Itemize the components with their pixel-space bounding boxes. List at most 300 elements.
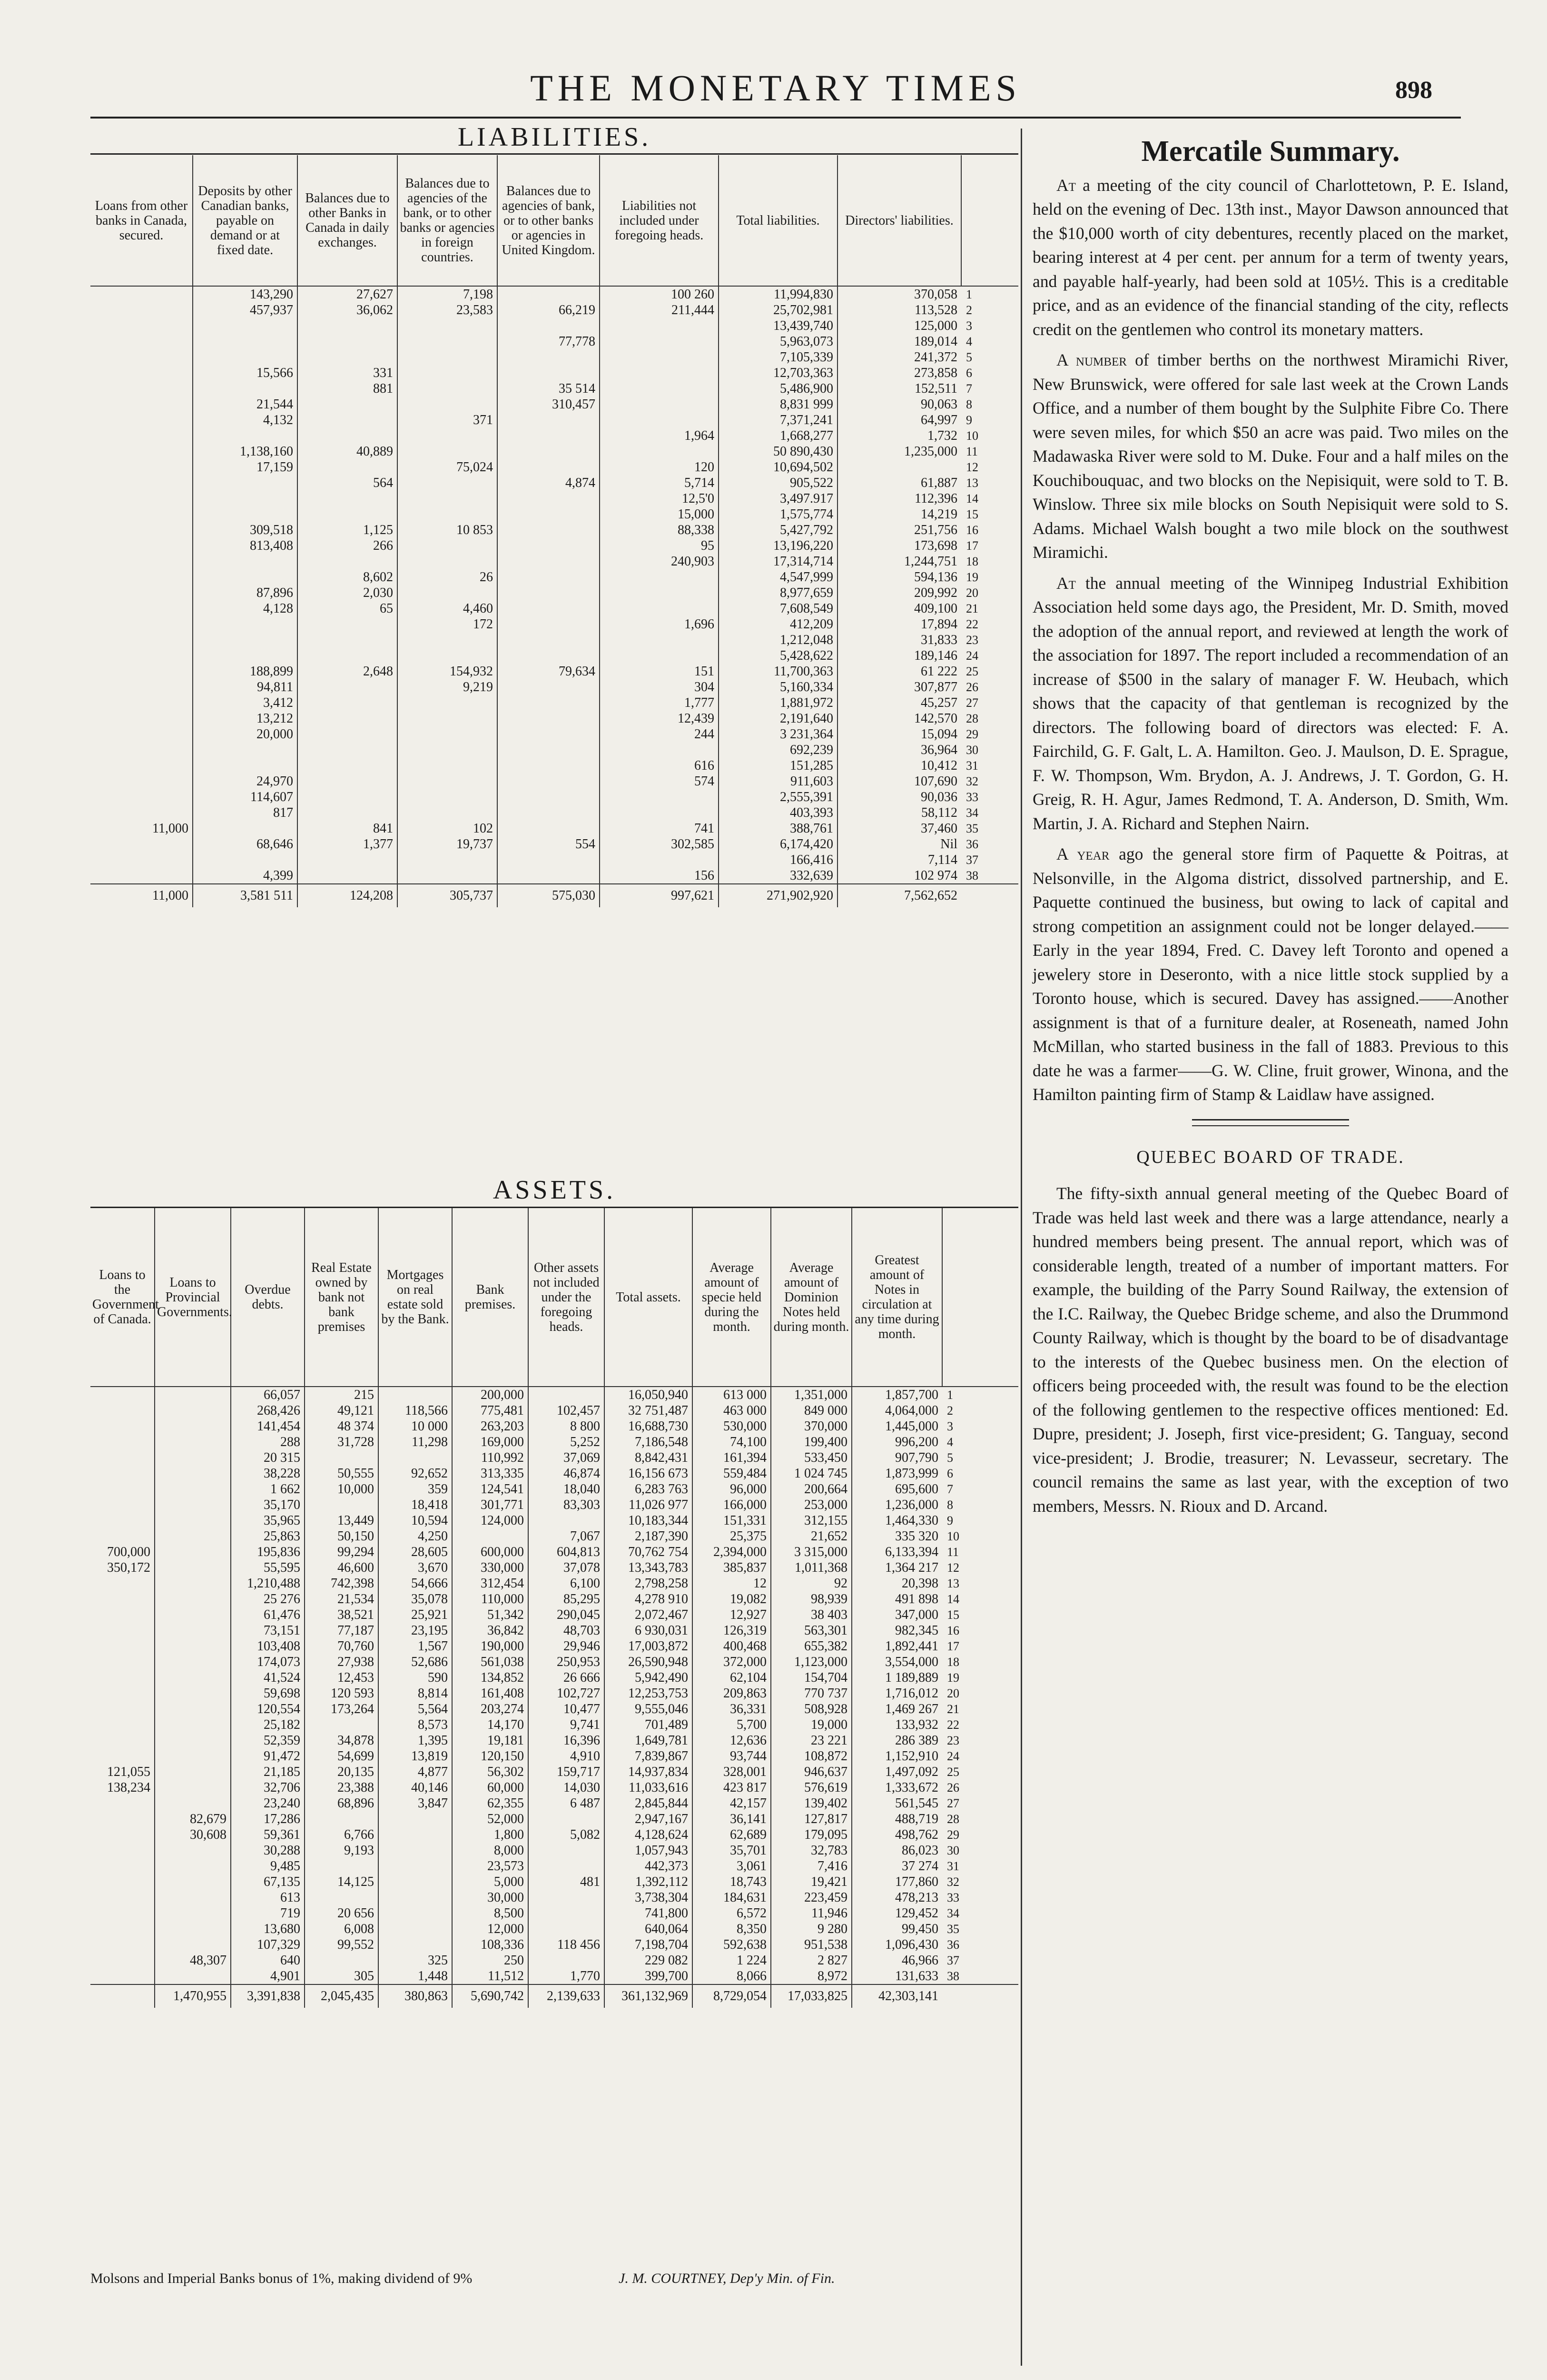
- table-cell: [90, 459, 193, 475]
- row-number: 24: [966, 648, 978, 663]
- table-row: [90, 381, 1018, 397]
- table-cell: 21,185: [231, 1764, 305, 1780]
- table-cell: 94,811: [193, 679, 297, 695]
- table-row: [90, 1858, 1018, 1874]
- table-cell: 19,082: [692, 1591, 771, 1607]
- table-cell: 151: [600, 664, 719, 679]
- table-row: [90, 1701, 1018, 1717]
- table-cell: 4,128: [193, 601, 297, 616]
- table-cell: [378, 1937, 452, 1953]
- table-cell: [397, 381, 497, 397]
- table-row: [90, 491, 1018, 506]
- table-cell: 263,203: [452, 1418, 528, 1434]
- table-row: [90, 1434, 1018, 1450]
- total-cell: 1,470,955: [155, 1984, 231, 2008]
- table-cell: 138,234: [107, 1780, 150, 1795]
- liabilities-column-header: Loans from other banks in Canada, secured.: [90, 155, 193, 286]
- table-row: [90, 1890, 1018, 1905]
- table-cell: 11,700,363: [719, 664, 838, 679]
- table-cell: 1,392,112: [604, 1874, 692, 1890]
- row-number: 9: [966, 413, 972, 427]
- liabilities-header-row: [90, 155, 1018, 286]
- table-cell: 1,892,441: [852, 1638, 942, 1654]
- table-cell: 2,798,258: [604, 1576, 692, 1591]
- table-cell: [90, 1937, 155, 1953]
- table-cell: 42,157: [692, 1795, 771, 1811]
- table-cell: 347,000: [852, 1607, 942, 1623]
- table-cell: [528, 1811, 604, 1827]
- table-cell: 7,198,704: [604, 1937, 692, 1953]
- table-cell: [297, 758, 397, 774]
- row-number: 21: [947, 1702, 959, 1716]
- table-cell: 302,585: [600, 836, 719, 852]
- table-cell: 86,023: [852, 1843, 942, 1858]
- table-cell: 1,448: [378, 1968, 452, 1984]
- table-cell: [193, 491, 297, 506]
- table-cell: [378, 1387, 452, 1403]
- table-cell: 330,000: [452, 1560, 528, 1576]
- table-cell: 701,489: [604, 1717, 692, 1733]
- row-number: 5: [966, 350, 972, 364]
- table-cell: [297, 648, 397, 664]
- table-cell: [497, 774, 600, 789]
- table-cell: 70,762 754: [604, 1544, 692, 1560]
- table-cell: [397, 365, 497, 381]
- table-cell: [397, 742, 497, 758]
- table-cell: [297, 349, 397, 365]
- table-row: [90, 1905, 1018, 1921]
- total-cell: [942, 1984, 1018, 2008]
- table-cell: 457,937: [193, 302, 297, 318]
- table-cell: 388,761: [719, 821, 838, 836]
- totals-row: [90, 884, 1018, 907]
- table-cell: 112,396: [838, 491, 961, 506]
- table-cell: [155, 1513, 231, 1528]
- table-cell: [90, 349, 193, 365]
- table-cell: 17,894: [838, 616, 961, 632]
- table-cell: 55,595: [231, 1560, 305, 1576]
- table-cell: [90, 1890, 155, 1905]
- table-cell: [497, 852, 600, 868]
- quebec-paragraph: The fifty-sixth annual general meeting of the Quebec Board of Trade was held last week and there was a large attendance, nearly a hundred members being present. The annual report, which was of considerable length, treated of a number of important matters. For example, the building of the Parry Sound Railway, the extension of the I.C. Railway, the Quebec Bridge scheme, and also the Drummond County Railway, which is thought by the board to be of disadvantage to the interests of the Quebec business men. On the election of officers being proceeded with, the result was found to be the election of the following gentlemen to the respective offices mentioned: Ed. Dupre, president; J. Joseph, first vice-president; G. Tanguay, second vice-president; J. Brodie, treasurer; N. Levasseur, secretary. The council remains the same as last year, with the exception of two members, Messrs. N. Rioux and D. Arcand.: [1033, 1184, 1508, 1516]
- table-cell: 19,421: [771, 1874, 852, 1890]
- liabilities-column-header: Deposits by other Canadian banks, payable on demand or at fixed date.: [193, 155, 297, 286]
- table-row: [90, 1481, 1018, 1497]
- bonus-note: Molsons and Imperial Banks bonus of 1%, making dividend of 9%: [90, 2271, 473, 2286]
- table-cell: [297, 506, 397, 522]
- table-cell: 20 656: [305, 1905, 378, 1921]
- table-row: [90, 789, 1018, 805]
- table-cell: 26: [397, 569, 497, 585]
- table-row: [90, 774, 1018, 789]
- table-cell: 100 260: [600, 286, 719, 302]
- table-cell: [297, 805, 397, 821]
- table-cell: [90, 569, 193, 585]
- table-cell: 177,860: [852, 1874, 942, 1890]
- table-cell: 481: [528, 1874, 604, 1890]
- table-cell: 26 666: [528, 1670, 604, 1686]
- table-cell: [90, 1623, 155, 1638]
- table-row: [90, 1780, 1018, 1795]
- liabilities-column-header: Directors' liabilities.: [838, 155, 961, 286]
- liabilities-title-rule: [90, 153, 1018, 155]
- table-cell: [297, 397, 397, 412]
- table-cell: 325: [378, 1953, 452, 1968]
- total-cell: 997,621: [600, 884, 719, 907]
- table-cell: 5,963,073: [719, 334, 838, 349]
- table-cell: 195,836: [231, 1544, 305, 1560]
- total-cell: [961, 884, 1018, 907]
- table-row: [90, 852, 1018, 868]
- table-cell: 3,061: [692, 1858, 771, 1874]
- table-cell: 7,105,339: [719, 349, 838, 365]
- table-cell: 8,350: [692, 1921, 771, 1937]
- table-cell: [297, 774, 397, 789]
- table-cell: [497, 679, 600, 695]
- table-cell: 23,573: [452, 1858, 528, 1874]
- table-row: [90, 711, 1018, 726]
- total-cell: 8,729,054: [692, 1984, 771, 2008]
- table-row: [90, 1591, 1018, 1607]
- table-cell: [193, 821, 297, 836]
- table-cell: [90, 1418, 155, 1434]
- table-cell: 154,932: [397, 664, 497, 679]
- table-cell: 96,000: [692, 1481, 771, 1497]
- table-cell: 8 800: [528, 1418, 604, 1434]
- table-cell: [397, 428, 497, 444]
- table-cell: 99,294: [305, 1544, 378, 1560]
- table-cell: [155, 1387, 231, 1403]
- table-cell: 110,992: [452, 1450, 528, 1466]
- table-cell: [193, 852, 297, 868]
- table-cell: [90, 1905, 155, 1921]
- row-number: 15: [966, 507, 978, 521]
- table-cell: 166,416: [719, 852, 838, 868]
- row-number: 28: [966, 711, 978, 725]
- table-cell: 1,964: [600, 428, 719, 444]
- table-cell: [90, 1968, 155, 1984]
- table-cell: 695,600: [852, 1481, 942, 1497]
- table-cell: 70,760: [305, 1638, 378, 1654]
- table-cell: [90, 286, 193, 302]
- table-cell: 10,694,502: [719, 459, 838, 475]
- table-cell: 99,552: [305, 1937, 378, 1953]
- table-row: [90, 805, 1018, 821]
- table-cell: 594,136: [838, 569, 961, 585]
- total-cell: 271,902,920: [719, 884, 838, 907]
- table-row: [90, 664, 1018, 679]
- table-cell: 6,133,394: [852, 1544, 942, 1560]
- table-cell: 13,196,220: [719, 538, 838, 554]
- table-row: [90, 349, 1018, 365]
- table-cell: 8,602: [297, 569, 397, 585]
- table-cell: 68,646: [193, 836, 297, 852]
- table-cell: 40,889: [297, 444, 397, 459]
- table-cell: 328,001: [692, 1764, 771, 1780]
- table-cell: [155, 1403, 231, 1418]
- table-cell: 209,992: [838, 585, 961, 601]
- table-cell: 2,845,844: [604, 1795, 692, 1811]
- table-cell: 4,547,999: [719, 569, 838, 585]
- table-cell: [193, 616, 297, 632]
- table-row: [90, 821, 1018, 836]
- table-cell: 1,236,000: [852, 1497, 942, 1513]
- table-cell: 156: [600, 868, 719, 884]
- table-row: [90, 758, 1018, 774]
- table-cell: 88,338: [600, 522, 719, 538]
- table-cell: [397, 726, 497, 742]
- table-cell: [155, 1450, 231, 1466]
- table-cell: 3,497.917: [719, 491, 838, 506]
- table-cell: 4,132: [193, 412, 297, 428]
- row-number: 6: [947, 1466, 953, 1480]
- row-number: 4: [947, 1435, 953, 1449]
- table-cell: 21,544: [193, 397, 297, 412]
- table-cell: [193, 742, 297, 758]
- total-cell: 17,033,825: [771, 1984, 852, 2008]
- table-cell: [397, 318, 497, 334]
- table-cell: 17,286: [231, 1811, 305, 1827]
- table-cell: [90, 1717, 155, 1733]
- table-cell: [397, 506, 497, 522]
- table-cell: 126,319: [692, 1623, 771, 1638]
- table-cell: 154,704: [771, 1670, 852, 1686]
- table-cell: [155, 1890, 231, 1905]
- table-cell: 5,564: [378, 1701, 452, 1717]
- table-row: [90, 554, 1018, 569]
- total-cell: 2,045,435: [305, 1984, 378, 2008]
- table-row: [90, 695, 1018, 711]
- table-cell: 49,121: [305, 1403, 378, 1418]
- assets-header-row: [90, 1208, 1018, 1387]
- table-cell: 6,100: [528, 1576, 604, 1591]
- table-cell: 67,135: [231, 1874, 305, 1890]
- table-cell: 13,439,740: [719, 318, 838, 334]
- table-cell: 12,5'0: [600, 491, 719, 506]
- table-cell: [378, 1921, 452, 1937]
- table-cell: 592,638: [692, 1937, 771, 1953]
- table-cell: 2,648: [297, 664, 397, 679]
- table-cell: 6,008: [305, 1921, 378, 1937]
- table-cell: Nil: [838, 836, 961, 852]
- table-cell: 301,771: [452, 1497, 528, 1513]
- table-cell: 2,072,467: [604, 1607, 692, 1623]
- table-cell: 849 000: [771, 1403, 852, 1418]
- table-cell: 17,314,714: [719, 554, 838, 569]
- assets-body: [90, 1387, 1018, 2008]
- table-row: [90, 1670, 1018, 1686]
- table-cell: 1,364 217: [852, 1560, 942, 1576]
- assets-column-header: Average amount of specie held during the month.: [692, 1208, 771, 1387]
- table-cell: [297, 616, 397, 632]
- table-cell: 911,603: [719, 774, 838, 789]
- table-cell: 74,100: [692, 1434, 771, 1450]
- table-cell: 559,484: [692, 1466, 771, 1481]
- table-cell: 2 827: [771, 1953, 852, 1968]
- table-cell: 14,125: [305, 1874, 378, 1890]
- table-cell: 7,416: [771, 1858, 852, 1874]
- table-cell: [90, 711, 193, 726]
- total-cell: 575,030: [497, 884, 600, 907]
- table-cell: 20,135: [305, 1764, 378, 1780]
- table-cell: [193, 475, 297, 491]
- table-cell: 41,524: [231, 1670, 305, 1686]
- row-number: 37: [947, 1953, 959, 1967]
- table-cell: 1,770: [528, 1968, 604, 1984]
- table-cell: [497, 726, 600, 742]
- row-number: 34: [947, 1906, 959, 1920]
- assets-title: ASSETS.: [493, 1175, 616, 1205]
- table-cell: [497, 522, 600, 538]
- row-number: 22: [947, 1717, 959, 1732]
- table-cell: [838, 459, 961, 475]
- total-cell: 11,000: [90, 884, 193, 907]
- table-cell: 5,160,334: [719, 679, 838, 695]
- table-cell: 312,454: [452, 1576, 528, 1591]
- table-cell: 4,910: [528, 1748, 604, 1764]
- table-cell: [297, 554, 397, 569]
- table-cell: [90, 1576, 155, 1591]
- table-cell: [297, 428, 397, 444]
- table-cell: [497, 695, 600, 711]
- table-cell: 36,842: [452, 1623, 528, 1638]
- row-number: 8: [947, 1497, 953, 1512]
- table-cell: 37 274: [852, 1858, 942, 1874]
- assets-column-header: Other assets not included under the foregoing heads.: [528, 1208, 604, 1387]
- row-number: 14: [947, 1592, 959, 1606]
- table-cell: 240,903: [600, 554, 719, 569]
- row-number: 26: [947, 1780, 959, 1795]
- table-cell: 12,636: [692, 1733, 771, 1748]
- row-number: 27: [966, 695, 978, 710]
- table-cell: 13,212: [193, 711, 297, 726]
- table-cell: 99,450: [852, 1921, 942, 1937]
- table-cell: 741,800: [604, 1905, 692, 1921]
- table-cell: 6,283 763: [604, 1481, 692, 1497]
- table-cell: [155, 1638, 231, 1654]
- table-cell: 1,152,910: [852, 1748, 942, 1764]
- table-cell: 335 320: [852, 1528, 942, 1544]
- table-cell: [397, 397, 497, 412]
- table-cell: 51,342: [452, 1607, 528, 1623]
- table-row: [90, 1968, 1018, 1984]
- table-cell: 463 000: [692, 1403, 771, 1418]
- mercantile-paragraph: [1033, 842, 1508, 1107]
- table-cell: 370,058: [838, 286, 961, 302]
- table-cell: 564: [297, 475, 397, 491]
- table-cell: 184,631: [692, 1890, 771, 1905]
- table-cell: 142,570: [838, 711, 961, 726]
- table-cell: 37,078: [528, 1560, 604, 1576]
- table-cell: 203,274: [452, 1701, 528, 1717]
- table-row: [90, 1921, 1018, 1937]
- table-cell: 1,057,943: [604, 1843, 692, 1858]
- table-cell: [155, 1576, 231, 1591]
- table-cell: 6,572: [692, 1905, 771, 1921]
- table-cell: 1 189,889: [852, 1670, 942, 1686]
- table-cell: [90, 695, 193, 711]
- table-cell: [90, 491, 193, 506]
- table-cell: [397, 334, 497, 349]
- mercantile-paragraph: [1033, 571, 1508, 836]
- table-cell: 38,521: [305, 1607, 378, 1623]
- table-row: [90, 1843, 1018, 1858]
- table-cell: [155, 1623, 231, 1638]
- table-cell: 6,766: [305, 1827, 378, 1843]
- table-row: [90, 1733, 1018, 1748]
- table-row: [90, 334, 1018, 349]
- table-cell: 1,800: [452, 1827, 528, 1843]
- table-cell: [155, 1591, 231, 1607]
- table-cell: [528, 1387, 604, 1403]
- table-cell: 14,030: [528, 1780, 604, 1795]
- table-cell: 110,000: [452, 1591, 528, 1607]
- table-row: [90, 1811, 1018, 1827]
- table-cell: 199,400: [771, 1434, 852, 1450]
- paragraph-lead: A number: [1056, 350, 1127, 369]
- table-cell: [90, 1686, 155, 1701]
- table-cell: 533,450: [771, 1450, 852, 1466]
- table-cell: 244: [600, 726, 719, 742]
- table-cell: [497, 632, 600, 648]
- row-number: 31: [947, 1859, 959, 1873]
- table-cell: 266: [297, 538, 397, 554]
- table-cell: 9,219: [397, 679, 497, 695]
- table-cell: 1,881,972: [719, 695, 838, 711]
- table-cell: [305, 1858, 378, 1874]
- table-cell: 85,295: [528, 1591, 604, 1607]
- table-cell: [155, 1937, 231, 1953]
- table-cell: 35,078: [378, 1591, 452, 1607]
- table-cell: 12,927: [692, 1607, 771, 1623]
- table-cell: [90, 1654, 155, 1670]
- table-row: [90, 1387, 1018, 1403]
- table-cell: [305, 1497, 378, 1513]
- table-row: [90, 1638, 1018, 1654]
- table-cell: [90, 334, 193, 349]
- row-number: 21: [966, 601, 978, 615]
- table-cell: 56,302: [452, 1764, 528, 1780]
- table-cell: 92: [771, 1576, 852, 1591]
- table-cell: 403,393: [719, 805, 838, 821]
- table-row: [90, 1497, 1018, 1513]
- table-cell: [397, 648, 497, 664]
- table-cell: 1,649,781: [604, 1733, 692, 1748]
- table-cell: 20 315: [231, 1450, 305, 1466]
- liabilities-table: [90, 155, 1018, 907]
- table-cell: 27,938: [305, 1654, 378, 1670]
- table-cell: [155, 1921, 231, 1937]
- column-divider: [1021, 129, 1022, 2366]
- table-cell: 817: [193, 805, 297, 821]
- table-cell: 5,714: [600, 475, 719, 491]
- table-cell: 60,000: [452, 1780, 528, 1795]
- table-cell: 107,329: [231, 1937, 305, 1953]
- table-cell: 2,030: [297, 585, 397, 601]
- table-cell: 250,953: [528, 1654, 604, 1670]
- table-cell: [528, 1513, 604, 1528]
- table-cell: [305, 1450, 378, 1466]
- paragraph-text: the annual meeting of the Winnipeg Industrial Exhibition Association held some days ago, the President, Mr. D. Smith, moved the adoption of the annual report, and reviewed at length the work of the association for 1897. The report included a recommendation of an increase of $500 in the salary of manager F. W. Heubach, which shows that the capacity of that gentleman is recognized by the directors. The following board of directors was elected: F. A. Fairchild, G. F. Galt, L. A. Hamilton. Geo. J. Maulson, D. E. Sprague, F. W. Thompson, Wm. Brydon, A. J. Andrews, J. T. Gordon, G. H. Greig, R. H. Agur, James Redmond, T. A. Anderson, D. Smith, Wm. Martin, J. A. Richard and Stephen Nairn.: [1033, 573, 1508, 833]
- table-cell: [305, 1717, 378, 1733]
- table-row: [90, 1654, 1018, 1670]
- table-cell: 125,000: [838, 318, 961, 334]
- table-cell: 25,182: [231, 1717, 305, 1733]
- table-cell: [397, 475, 497, 491]
- table-cell: 50,555: [305, 1466, 378, 1481]
- table-cell: 114,607: [193, 789, 297, 805]
- table-cell: [90, 805, 193, 821]
